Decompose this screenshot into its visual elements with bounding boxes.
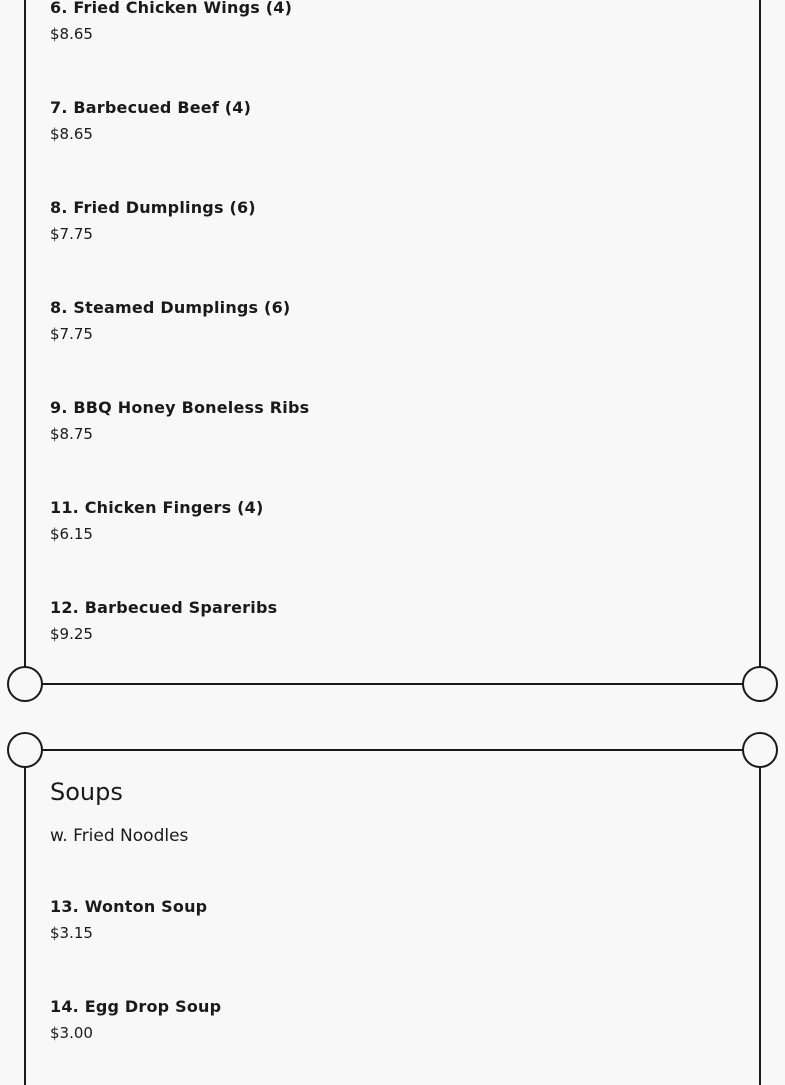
menu-item-name: 6. Fried Chicken Wings (4) xyxy=(50,0,293,17)
menu-item-name: 8. Steamed Dumplings (6) xyxy=(50,298,291,317)
menu-item-name: 12. Barbecued Spareribs xyxy=(50,598,278,617)
menu-item-price: $7.75 xyxy=(50,225,93,243)
menu-item xyxy=(50,897,207,943)
menu-item-price: $8.75 xyxy=(50,425,93,443)
section-subtitle: w. Fried Noodles xyxy=(50,826,189,846)
menu-item-price: $8.65 xyxy=(50,125,93,143)
menu-item-price: $3.15 xyxy=(50,924,93,942)
menu-item xyxy=(50,298,290,344)
menu-item-price: $6.15 xyxy=(50,525,93,543)
menu-item-name: 9. BBQ Honey Boneless Ribs xyxy=(50,398,310,417)
menu-item-price: $7.75 xyxy=(50,325,93,343)
menu-item-name: 11. Chicken Fingers (4) xyxy=(50,498,264,517)
menu-item-name: 14. Egg Drop Soup xyxy=(50,997,222,1016)
menu-item-name: 7. Barbecued Beef (4) xyxy=(50,98,252,117)
section-title: Soups xyxy=(50,778,123,806)
menu-item-price: $8.65 xyxy=(50,25,93,43)
menu-item xyxy=(50,398,309,444)
menu-item-name: 13. Wonton Soup xyxy=(50,897,208,916)
menu-item xyxy=(50,198,256,244)
menu-item-price: $3.00 xyxy=(50,1024,93,1042)
menu-item xyxy=(50,498,264,544)
menu-item xyxy=(50,0,292,44)
card-corner-ornament xyxy=(7,732,43,768)
card-corner-ornament xyxy=(742,732,778,768)
menu-item-name: 8. Fried Dumplings (6) xyxy=(50,198,256,217)
menu-item xyxy=(50,598,277,644)
menu-item-price: $9.25 xyxy=(50,625,93,643)
card-corner-ornament xyxy=(742,666,778,702)
menu-item xyxy=(50,997,221,1043)
menu-item xyxy=(50,98,251,144)
card-corner-ornament xyxy=(7,666,43,702)
